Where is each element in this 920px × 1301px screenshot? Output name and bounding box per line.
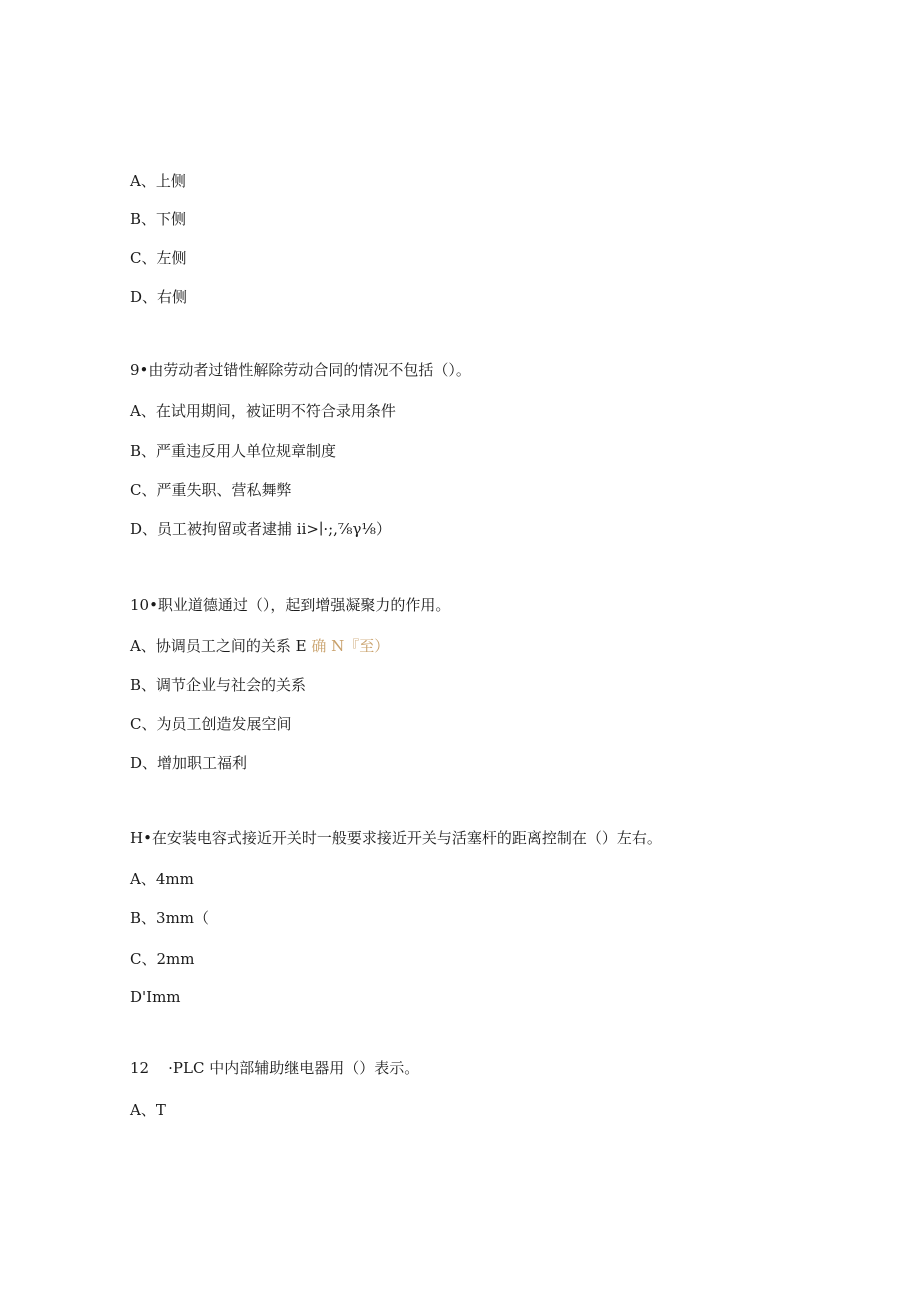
q12-title: 12 ·PLC 中内部辅助继电器用（）表示。 <box>130 1059 420 1077</box>
q12-option-a: A、T <box>130 1101 166 1119</box>
q8-option-c: C、左侧 <box>130 249 187 267</box>
q10-option-a-text: A、协调员工之间的关系 E <box>130 637 307 655</box>
q8-option-b: B、下侧 <box>130 210 187 228</box>
q10-option-d: D、增加职工福利 <box>130 754 248 772</box>
q11-option-b: B、3mm（ <box>130 909 210 927</box>
q11-option-c: C、2mm <box>130 950 195 968</box>
q10-answer-mark: 确 N『至） <box>311 637 390 655</box>
q8-option-d: D、右侧 <box>130 288 188 306</box>
q9-option-b: B、严重违反用人单位规章制度 <box>130 442 337 460</box>
q9-option-d: D、员工被拘留或者逮捕 ii>∣·;,⅞γ⅛） <box>130 520 391 538</box>
q10-option-a <box>130 636 389 656</box>
q11-option-d: D'Imm <box>130 988 181 1006</box>
q10-title: 10•职业道德通过（），起到增强凝聚力的作用。 <box>130 596 451 614</box>
q9-option-a: A、在试用期间，被证明不符合录用条件 <box>130 402 396 420</box>
q11-title: H•在安装电容式接近开关时一般要求接近开关与活塞杆的距离控制在（）左右。 <box>130 829 662 847</box>
q8-option-a: A、上侧 <box>130 172 186 190</box>
q11-option-a: A、4mm <box>130 870 194 888</box>
q9-option-c: C、严重失职、营私舞弊 <box>130 481 292 499</box>
q10-option-c: C、为员工创造发展空间 <box>130 715 292 733</box>
q10-option-b: B、调节企业与社会的关系 <box>130 676 307 694</box>
q9-title: 9•由劳动者过错性解除劳动合同的情况不包括（）。 <box>130 361 471 379</box>
